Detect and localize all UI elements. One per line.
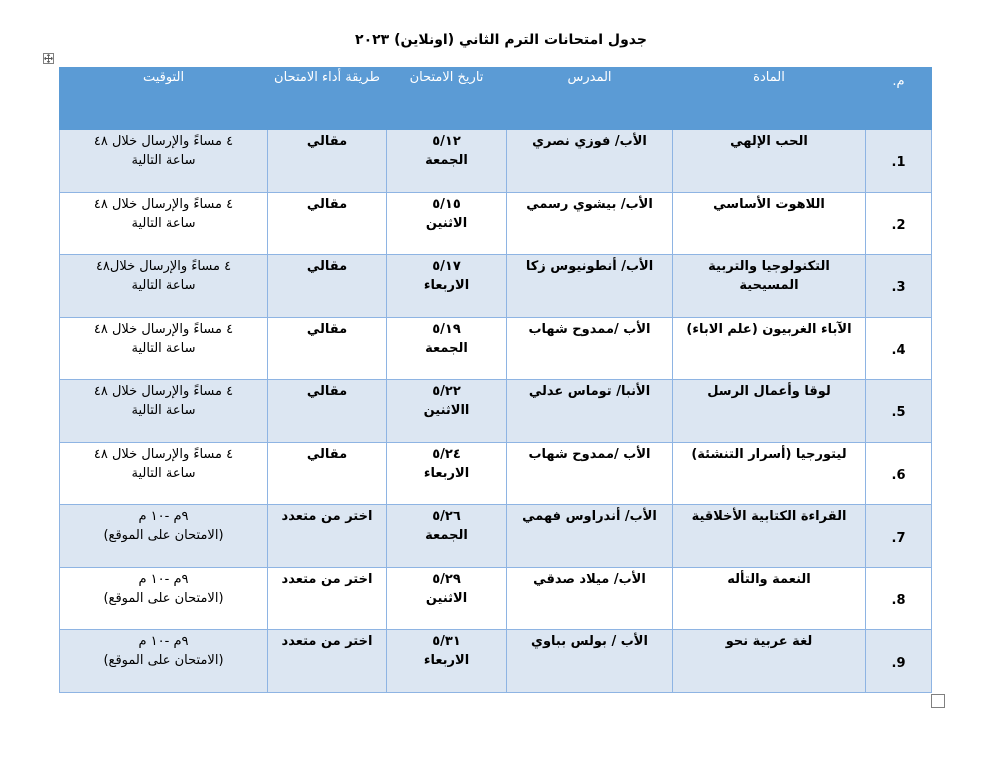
time-line-2: (الامتحان على الموقع) — [103, 590, 224, 606]
subject-cell: لغة عربية نحو — [673, 630, 866, 693]
exam-date: ٥/١٩ — [432, 321, 461, 337]
subject-cell: القراءة الكتابية الأخلاقية — [673, 505, 866, 568]
header-method: طريقة أداء الامتحان — [268, 68, 387, 130]
teacher-cell: الأب /ممدوح شهاب — [507, 442, 673, 505]
exam-schedule-table — [59, 67, 932, 693]
time-line-2: ساعة التالية — [131, 465, 196, 481]
table-row — [60, 442, 932, 505]
subject-cell: لوقا وأعمال الرسل — [673, 380, 866, 443]
exam-day: الاربعاء — [423, 278, 470, 294]
time-line-1: ٤ مساءً والإرسال خلال ٤٨ — [93, 134, 234, 149]
time-line-2: ساعة التالية — [131, 340, 196, 356]
exam-day: الجمعة — [425, 528, 468, 544]
row-number: 7. — [866, 505, 932, 568]
exam-day: االاثنين — [423, 403, 470, 419]
table-row — [60, 317, 932, 380]
time-line-2: ساعة التالية — [131, 403, 196, 419]
header-time: التوقيت — [60, 68, 268, 130]
table-resize-handle[interactable] — [931, 694, 945, 708]
table-header-row — [60, 68, 932, 130]
time-cell — [60, 192, 268, 255]
table-row — [60, 567, 932, 630]
method-cell: مقالي — [268, 130, 387, 193]
method-cell: اختر من متعدد — [268, 630, 387, 693]
subject-cell: الآباء الغربيون (علم الاباء) — [673, 317, 866, 380]
row-number: 1. — [866, 130, 932, 193]
date-cell — [387, 317, 507, 380]
row-number: 5. — [866, 380, 932, 443]
row-number: 9. — [866, 630, 932, 693]
method-cell: مقالي — [268, 442, 387, 505]
exam-date: ٥/١٢ — [432, 134, 461, 149]
time-cell — [60, 380, 268, 443]
date-cell — [387, 130, 507, 193]
time-line-1: ٤ مساءً والإرسال خلال ٤٨ — [93, 321, 234, 337]
time-line-1: ٩م -١٠ م — [138, 509, 189, 525]
exam-day: الاثنين — [425, 215, 468, 231]
time-line-2: (الامتحان على الموقع) — [103, 528, 224, 544]
time-cell — [60, 505, 268, 568]
time-cell — [60, 567, 268, 630]
time-line-1: ٤ مساءً والإرسال خلال ٤٨ — [93, 446, 234, 462]
teacher-cell: الأنبا/ توماس عدلي — [507, 380, 673, 443]
exam-date: ٥/١٥ — [432, 196, 461, 212]
table-row — [60, 380, 932, 443]
method-cell: مقالي — [268, 380, 387, 443]
row-number: 6. — [866, 442, 932, 505]
date-cell — [387, 255, 507, 318]
header-date: تاريخ الامتحان — [387, 68, 507, 130]
time-cell — [60, 442, 268, 505]
method-cell: اختر من متعدد — [268, 505, 387, 568]
time-cell — [60, 630, 268, 693]
exam-day: الاربعاء — [423, 653, 470, 669]
date-cell — [387, 192, 507, 255]
time-cell — [60, 317, 268, 380]
exam-day: الاربعاء — [423, 465, 470, 481]
row-number: 4. — [866, 317, 932, 380]
table-row — [60, 130, 932, 193]
subject-cell: التكنولوجيا والتربية المسيحية — [673, 255, 866, 318]
time-cell — [60, 255, 268, 318]
date-cell — [387, 567, 507, 630]
date-cell — [387, 380, 507, 443]
exam-date: ٥/٢٤ — [432, 446, 461, 462]
time-line-1: ٤ مساءً والإرسال خلال٤٨ — [95, 259, 232, 275]
teacher-cell: الأب/ بيشوي رسمي — [507, 192, 673, 255]
exam-date: ٥/٣١ — [432, 634, 461, 650]
method-cell: اختر من متعدد — [268, 567, 387, 630]
date-cell — [387, 442, 507, 505]
subject-cell: الحب الإلهي — [673, 130, 866, 193]
row-number: 8. — [866, 567, 932, 630]
method-cell: مقالي — [268, 192, 387, 255]
teacher-cell: الأب /ممدوح شهاب — [507, 317, 673, 380]
teacher-cell: الأب/ فوزي نصري — [507, 130, 673, 193]
header-num: م. — [866, 68, 932, 130]
time-line-1: ٤ مساءً والإرسال خلال ٤٨ — [93, 384, 234, 400]
header-subject: المادة — [673, 68, 866, 130]
exam-date: ٥/٢٢ — [432, 384, 461, 400]
time-cell — [60, 130, 268, 193]
time-line-1: ٩م -١٠ م — [138, 634, 189, 650]
table-move-handle-icon[interactable] — [43, 53, 54, 64]
table-row — [60, 630, 932, 693]
row-number: 3. — [866, 255, 932, 318]
exam-date: ٥/٢٩ — [432, 571, 461, 587]
table-row — [60, 192, 932, 255]
document-title: جدول امتحانات الترم الثاني (اونلاين) ٢٠٢٣ — [355, 32, 647, 48]
time-line-2: ساعة التالية — [131, 215, 196, 231]
time-line-1: ٤ مساءً والإرسال خلال ٤٨ — [93, 196, 234, 212]
date-cell — [387, 630, 507, 693]
method-cell: مقالي — [268, 255, 387, 318]
exam-date: ٥/١٧ — [432, 259, 461, 275]
teacher-cell: الأب/ أندراوس فهمي — [507, 505, 673, 568]
subject-cell: اللاهوت الأساسي — [673, 192, 866, 255]
subject-cell: ليتورجيا (أسرار التنشئة) — [673, 442, 866, 505]
header-teacher: المدرس — [507, 68, 673, 130]
teacher-cell: الأب / بولس بباوي — [507, 630, 673, 693]
teacher-cell: الأب/ ميلاد صدقي — [507, 567, 673, 630]
table-row — [60, 505, 932, 568]
method-cell: مقالي — [268, 317, 387, 380]
exam-day: الاثنين — [425, 590, 468, 606]
row-number: 2. — [866, 192, 932, 255]
time-line-2: (الامتحان على الموقع) — [103, 653, 224, 669]
table-row — [60, 255, 932, 318]
time-line-2: ساعة التالية — [131, 153, 196, 168]
teacher-cell: الأب/ أنطونيوس زكا — [507, 255, 673, 318]
exam-date: ٥/٢٦ — [432, 509, 461, 525]
subject-cell: النعمة والتأله — [673, 567, 866, 630]
time-line-2: ساعة التالية — [131, 278, 196, 294]
exam-day: الجمعة — [425, 153, 468, 168]
exam-day: الجمعة — [425, 340, 468, 356]
time-line-1: ٩م -١٠ م — [138, 571, 189, 587]
date-cell — [387, 505, 507, 568]
